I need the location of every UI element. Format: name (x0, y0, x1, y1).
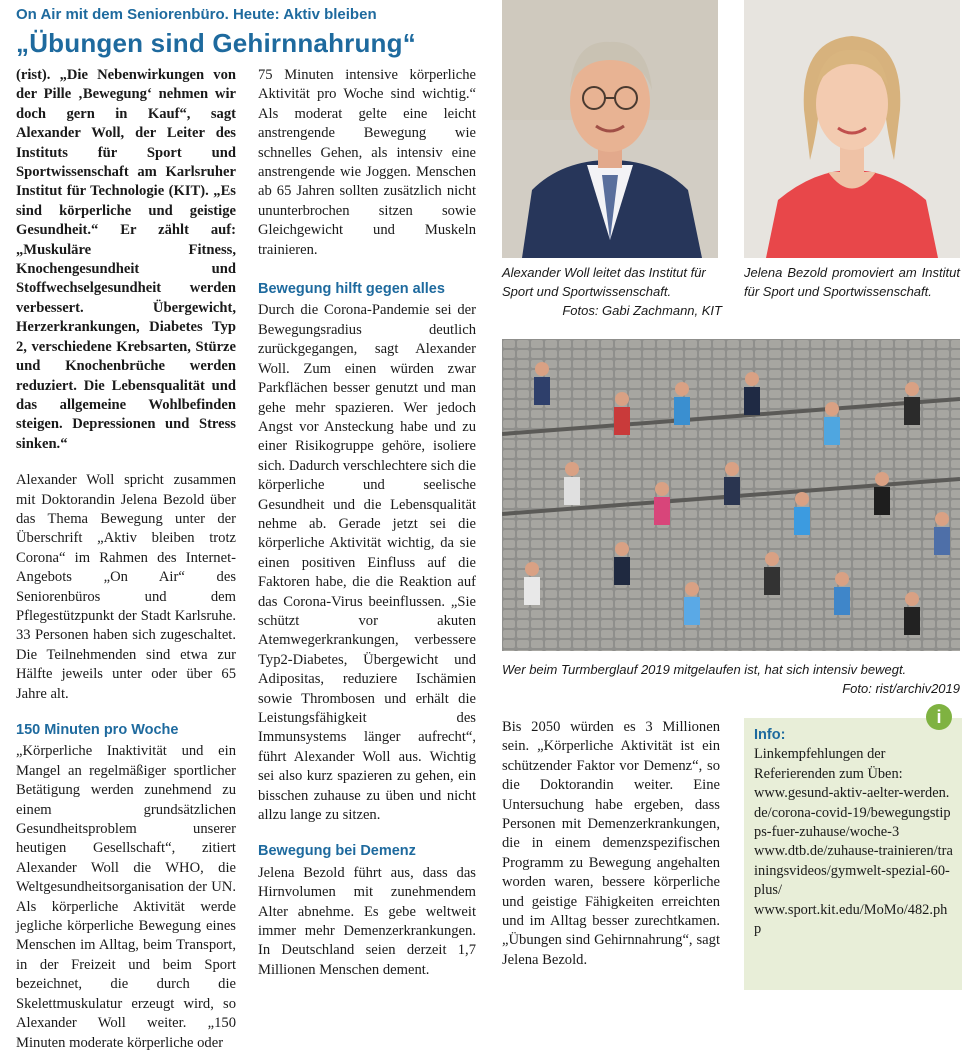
caption-bezold: Jelena Bezold promoviert am Institut für Sport und Sportwissenschaft. (744, 265, 960, 299)
subheading-demenz: Bewegung bei Demenz (258, 843, 416, 860)
subheading-150-minuten: 150 Minuten pro Woche (16, 722, 179, 738)
caption-turmberglauf (502, 660, 960, 698)
paragraph-1: Alexander Woll spricht zusammen mit Doktorandin Jelena Bezold über das Thema Bewegung unter der Überschrift „Aktiv bleiben trotz Corona“ im Rahmen des Internet-Angebots „On Air“ des Seniorenbüros und dem Pflegestützpunkt der Stadt Karlsruhe. 33 Personen haben sich zugeschaltet. Die Teilnehmenden sind etwa zur Hälfte jeweils unter oder über 65 Jahre alt. (16, 472, 236, 702)
info-link-3[interactable]: www.sport.kit.edu/MoMo/482.php (754, 901, 948, 938)
paragraph-5: Jelena Bezold führt aus, dass das Hirnvolumen mit zunehmendem Alter abnehme. Es gebe weltweit immer mehr Demenzerkrankungen. In Deutschland seien derzeit 1,7 Millionen Menschen dement. (258, 864, 476, 978)
portrait-alexander-woll (502, 0, 718, 258)
caption-woll-text: Alexander Woll leitet das Institut für Sport und Sportwissenschaft. (502, 265, 706, 299)
info-intro: Linkempfehlungen der Referierenden zum Üben: (754, 746, 903, 782)
subheading-bewegung-hilft: Bewegung hilft gegen alles (258, 281, 445, 298)
info-title: Info: (754, 727, 786, 743)
info-content (754, 726, 954, 939)
paragraph-6: Bis 2050 würden es 3 Millionen sein. „Körperliche Aktivität ist ein schützender Faktor vor Demenz“, so die Doktorandin weiter. Eine Untersuchung habe ergeben, dass Personen mit Demenzerkrankungen, die in einem demenzspezifischen Programm zu Bewegung angehalten worden waren, bessere körperliche und geistige Fähigkeiten erreichten und im Alltag besser zurechtkamen. „Übungen sind Gehirnnahrung“, sagt Jelena Bezold. (502, 719, 720, 968)
info-link-2[interactable]: www.dtb.de/zuhause-trainieren/trainingsvideos/gymwelt-spezial-60-plus/ (754, 843, 953, 899)
caption-woll (502, 263, 722, 320)
headline: „Übungen sind Gehirnnahrung“ (16, 28, 416, 58)
intro-paragraph: (rist). „Die Nebenwirkungen von der Pille ‚Bewegung‘ nehmen wir doch gern in Kauf“, sagt Alexander Woll, der Leiter des Instituts für Sport und Sportwissenschaft am Karlsruher Institut für Technologie (KIT). „Es sind körperliche und geistige Gesundheit.“ Er zählt auf: „Muskuläre Fitness, Knochengesundheit und Stoffwechselgesundheit werden verbessert. Übergewicht, Herzerkrankungen, Diabetes Typ 2, verschiedene Krebsarten, Stürze und Knochenbrüche werden reduziert. Die Lebensqualität und das allgemeine Wohlbefinden steigen. Depressionen und Stress sinken.“ (16, 67, 236, 452)
caption-woll-credit: Fotos: Gabi Zachmann, KIT (562, 303, 722, 318)
paragraph-4: Durch die Corona-Pandemie sei der Bewegungsradius deutlich zurückgegangen, sagt Alexander Woll. Zum einen würden zwar Parkflächen besser genutzt und man gehe mehr spazieren. Wer jedoch Angst vor Ansteckung habe und zu einer Risikogruppe gehöre, isoliere sich. Dadurch verschlechtere sich die körperliche und seelische Gesundheit und die Lebensqualität nehme ab. Gerade jetzt sei die körperliche Aktivität wichtig, da sie einen positiven Einfluss auf die Faktoren habe, die die Reaktion auf das Corona-Virus beeinflussen. „Sie schützt vor akuten Atemwegerkrankungen, verbessere Typ2-Diabetes, Übergewicht und Adipositas, reduziere Ischämien sowie Thrombosen und erhält die Leistungsfähigkeit des Immunsystems länger aufrecht“, führt Alexander Woll aus. Wichtig sei also kurz spazieren zu gehen, ein bisschen zuhause zu üben und nicht allzu lange zu sitzen. (258, 302, 476, 824)
photo-turmberglauf (502, 339, 960, 651)
column-3 (502, 718, 720, 970)
paragraph-3: 75 Minuten intensive körperliche Aktivität pro Woche sind wichtig.“ Als moderat gelte eine leicht anstrengende Bewegung wie schnelles Gehen, als intensiv eine anstrengende wie Joggen. Menschen ab 65 Jahren sollten zusätzlich nicht ununterbrochen sitzen sowie Gleichgewicht und Muskeln trainieren. (258, 67, 476, 258)
info-icon: i (926, 704, 952, 730)
info-box (744, 707, 962, 990)
portrait-jelena-bezold (744, 0, 960, 258)
column-1 (16, 66, 236, 1053)
column-2 (258, 66, 476, 980)
paragraph-2: „Körperliche Inaktivität und ein Mangel an regelmäßiger sportlicher Betätigung werden zunehmend zu einem grundsätzlichen Gesundheitsproblem unserer heutigen Gesellschaft“, zitiert Alexander Woll die WHO, die Weltgesundheitsorganisation der UN. Als körperliche Aktivität werde jegliche körperliche Bewegung eines Menschen im Alltag, beim Transport, in der Freizeit und beim Sport bezeichnet, die durch die Skelettmuskulatur erzeugt wird, so Alexander Woll weiter. „150 Minuten moderate körperliche oder (16, 743, 236, 1051)
info-link-1[interactable]: www.gesund-aktiv-aelter-werden.de/corona-covid-19/bewegungstipps-fuer-zuhause/woche-3 (754, 785, 951, 841)
kicker: On Air mit dem Seniorenbüro. Heute: Aktiv bleiben (16, 6, 377, 23)
caption-turmberglauf-credit: Foto: rist/archiv2019 (842, 681, 960, 696)
caption-turmberglauf-text: Wer beim Turmberglauf 2019 mitgelaufen ist, hat sich intensiv bewegt. (502, 662, 907, 677)
